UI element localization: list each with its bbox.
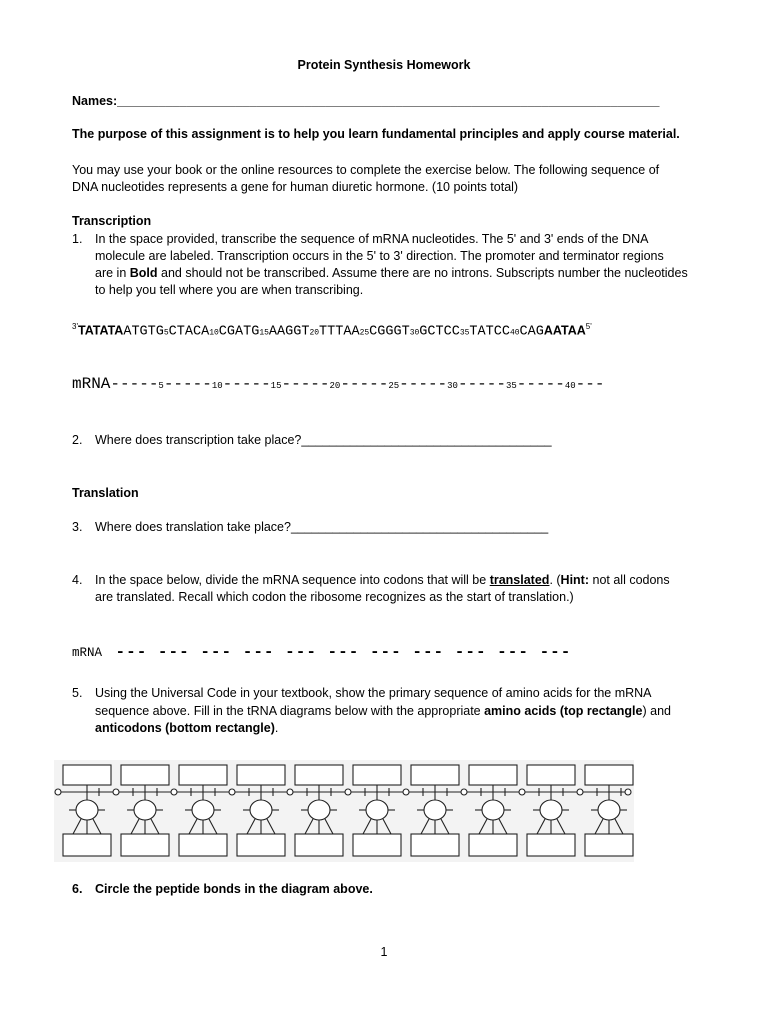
trna-leg (73, 819, 81, 834)
trna-body (192, 800, 214, 820)
trna-leg (305, 819, 313, 834)
amino-acid-box (353, 765, 401, 785)
page-number: 1 (380, 945, 388, 959)
terminator-region: AATAA (543, 323, 586, 338)
anticodon-box (469, 834, 517, 856)
trna-leg (421, 819, 429, 834)
peptide-bond-node (461, 789, 467, 795)
chain-end-right (625, 789, 631, 795)
trna-leg (595, 819, 603, 834)
mrna-transcription-line: mRNA-----5-----10-----15-----20-----25-----30-----35-----40--- (72, 375, 605, 393)
peptide-bond-node (113, 789, 119, 795)
transcription-heading: Transcription (72, 214, 152, 228)
peptide-bond-node (577, 789, 583, 795)
intro-line-2: DNA nucleotides represents a gene for human diuretic hormone. (10 points total) (72, 180, 519, 194)
trna-leg (131, 819, 139, 834)
mrna-codon-line (72, 644, 571, 662)
amino-acid-box (411, 765, 459, 785)
peptide-bond-node (171, 789, 177, 795)
amino-acid-box (295, 765, 343, 785)
trna-leg (247, 819, 255, 834)
trna-leg (479, 819, 487, 834)
peptide-bond-node (229, 789, 235, 795)
dna-sequence: $^{3'}TATATAATGTG5CTACA10CGATG15AAGGT20TTTAA25CGGGT30GCTCC35TATCC40CAGAATAA^{5'}$ (72, 322, 592, 340)
question-6-number: 6. (72, 882, 83, 896)
trna-leg (557, 819, 565, 834)
peptide-bond-node (519, 789, 525, 795)
bold-word: Bold (129, 266, 158, 280)
trna-diagram-drawing (54, 760, 634, 862)
anticodon-box (411, 834, 459, 856)
amino-acid-box (179, 765, 227, 785)
trna-leg (499, 819, 507, 834)
amino-acid-box (469, 765, 517, 785)
trna-body (424, 800, 446, 820)
anticodon-box (237, 834, 285, 856)
trna-leg (615, 819, 623, 834)
trna-leg (151, 819, 159, 834)
amino-acid-box (121, 765, 169, 785)
dna-3-prime-label: 3' (72, 322, 78, 331)
names-line: ______________________________________________________________________________ (117, 94, 660, 108)
intro-line-1: You may use your book or the online resources to complete the exercise below. The following sequence of (72, 163, 660, 177)
dna-5-prime-label: 5' (585, 322, 592, 331)
trna-body (482, 800, 504, 820)
mrna-label: mRNA (72, 375, 111, 393)
mrna-codon-label: mRNA (72, 646, 103, 660)
trna-leg (209, 819, 217, 834)
question-1-line-4: to help you tell where you are when transcribing. (95, 283, 364, 297)
question-4-number: 4. (72, 573, 83, 587)
amino-acid-box (237, 765, 285, 785)
question-1-number: 1. (72, 232, 83, 246)
trna-leg (189, 819, 197, 834)
promoter-region: TATATA (77, 323, 124, 338)
trna-diagram (54, 760, 634, 862)
hint-label: Hint: (560, 573, 590, 587)
question-4-line-1: In the space below, divide the mRNA sequence into codons that will be translated. (Hint: not all codons (95, 573, 670, 587)
names-row (72, 93, 659, 110)
question-1-line-1: In the space provided, transcribe the sequence of mRNA nucleotides. The 5' and 3' ends of the DNA (95, 232, 649, 246)
amino-acid-box (585, 765, 633, 785)
peptide-bond-node (403, 789, 409, 795)
question-3-number: 3. (72, 520, 83, 534)
purpose-statement: The purpose of this assignment is to help you learn fundamental principles and apply course material. (72, 127, 680, 141)
question-6-text: Circle the peptide bonds in the diagram above. (95, 882, 373, 896)
trna-body (134, 800, 156, 820)
amino-acid-box (527, 765, 575, 785)
question-1-line-3: are in Bold and should not be transcribed. Assume there are no introns. Subscripts number the nucleotides (95, 266, 688, 280)
trna-body (366, 800, 388, 820)
anticodon-box (527, 834, 575, 856)
codon-blanks: --- --- --- --- --- --- --- --- --- --- --- (115, 643, 572, 661)
amino-acid-box (63, 765, 111, 785)
translated-emphasis: translated (489, 573, 550, 587)
question-5-line-1: Using the Universal Code in your textbook, show the primary sequence of amino acids for the mRNA (95, 686, 652, 700)
trna-leg (325, 819, 333, 834)
question-1-line-2: molecule are labeled. Transcription occurs in the 5' to 3' direction. The promoter and terminator regions (95, 249, 664, 263)
trna-body (308, 800, 330, 820)
translation-heading: Translation (72, 486, 139, 500)
trna-leg (537, 819, 545, 834)
anticodon-box (121, 834, 169, 856)
question-2-text: Where does transcription take place?____________________________________ (95, 433, 552, 447)
page-title: Protein Synthesis Homework (297, 58, 471, 72)
trna-leg (93, 819, 101, 834)
trna-body (76, 800, 98, 820)
peptide-bond-node (287, 789, 293, 795)
anticodon-box (585, 834, 633, 856)
trna-leg (383, 819, 391, 834)
anticodon-box (353, 834, 401, 856)
question-3-text: Where does translation take place?_____________________________________ (95, 520, 549, 534)
question-5-number: 5. (72, 686, 83, 700)
peptide-bond-node (345, 789, 351, 795)
question-5-line-2: sequence above. Fill in the tRNA diagrams below with the appropriate amino acids (top rectangle) and (95, 704, 671, 718)
trna-body (598, 800, 620, 820)
anticodon-box (63, 834, 111, 856)
trna-leg (441, 819, 449, 834)
question-4-line-2: are translated. Recall which codon the ribosome recognizes as the start of translation.) (95, 590, 574, 604)
anticodon-box (295, 834, 343, 856)
names-label: Names: (72, 94, 118, 108)
anticodon-box (179, 834, 227, 856)
chain-end-left (55, 789, 61, 795)
trna-leg (363, 819, 371, 834)
trna-body (540, 800, 562, 820)
trna-body (250, 800, 272, 820)
question-2-number: 2. (72, 433, 83, 447)
trna-leg (267, 819, 275, 834)
question-5-line-3: anticodons (bottom rectangle). (95, 721, 279, 735)
